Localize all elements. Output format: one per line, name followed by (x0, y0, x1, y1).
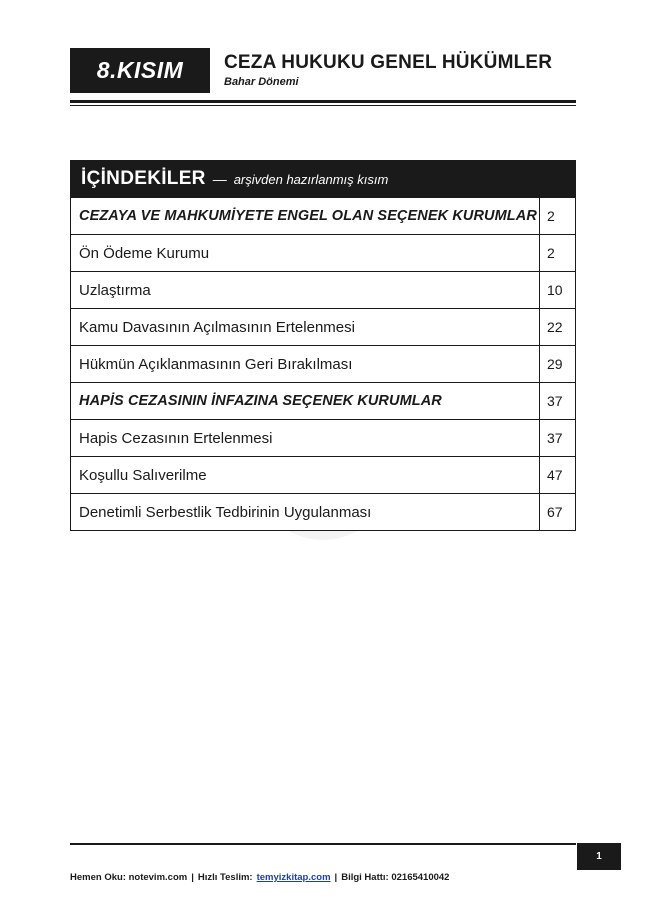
footer (70, 872, 576, 883)
document-header (70, 48, 576, 93)
section-badge: 8.KISIM (70, 48, 210, 93)
toc-entry-page: 67 (539, 494, 575, 530)
toc-entry-page: 10 (539, 272, 575, 308)
header-divider-thin (70, 105, 576, 106)
toc-entry-page: 29 (539, 346, 575, 382)
toc-header (71, 161, 575, 197)
toc-entry-page: 47 (539, 457, 575, 493)
toc-entry-label: HAPİS CEZASININ İNFAZINA SEÇENEK KURUMLAR (79, 393, 442, 409)
header-divider-thick (70, 100, 576, 103)
toc-entry-label: Koşullu Salıverilme (79, 466, 207, 484)
toc-entry-page: 2 (539, 198, 575, 234)
page-subtitle: Bahar Dönemi (224, 76, 299, 89)
toc-entry-label: CEZAYA VE MAHKUMİYETE ENGEL OLAN SEÇENEK KURUMLAR (79, 208, 537, 224)
header-titles (210, 48, 552, 93)
footer-read-label: Hemen Oku: notevim.com (70, 872, 188, 883)
toc-entry-label: Hapis Cezasının Ertelenmesi (79, 429, 273, 447)
toc-entry-label: Ön Ödeme Kurumu (79, 244, 210, 262)
table-row[interactable] (71, 456, 575, 493)
table-of-contents (70, 160, 576, 531)
toc-heading: İÇİNDEKİLER (81, 168, 206, 189)
table-row[interactable] (71, 197, 575, 234)
toc-entry-page: 37 (539, 420, 575, 456)
page-number: 1 (577, 843, 621, 870)
toc-heading-dash: — (212, 171, 227, 187)
footer-delivery-link[interactable]: temyizkitap.com (256, 872, 331, 883)
toc-entry-label: Hükmün Açıklanmasının Geri Bırakılması (79, 355, 353, 373)
page-title: CEZA HUKUKU GENEL HÜKÜMLER (224, 51, 553, 73)
footer-info-label: Bilgi Hattı: 02165410042 (341, 872, 450, 883)
toc-entry-page: 22 (539, 309, 575, 345)
toc-entry-label: Uzlaştırma (79, 281, 151, 299)
toc-entry-label: Denetimli Serbestlik Tedbirinin Uygulanması (79, 503, 372, 521)
table-row[interactable] (71, 234, 575, 271)
footer-divider (70, 843, 576, 845)
footer-separator: | (334, 872, 338, 883)
table-row[interactable] (71, 419, 575, 456)
toc-entry-page: 2 (539, 235, 575, 271)
toc-entry-label: Kamu Davasının Açılmasının Ertelenmesi (79, 318, 355, 336)
footer-separator: | (191, 872, 194, 883)
table-row[interactable] (71, 493, 575, 530)
table-row[interactable] (71, 271, 575, 308)
toc-heading-note: arşivden hazırlanmış kısım (233, 171, 389, 187)
table-row[interactable] (71, 382, 575, 419)
table-row[interactable] (71, 308, 575, 345)
footer-delivery-label: Hızlı Teslim: (197, 872, 253, 883)
table-row[interactable] (71, 345, 575, 382)
toc-entry-page: 37 (539, 383, 575, 419)
